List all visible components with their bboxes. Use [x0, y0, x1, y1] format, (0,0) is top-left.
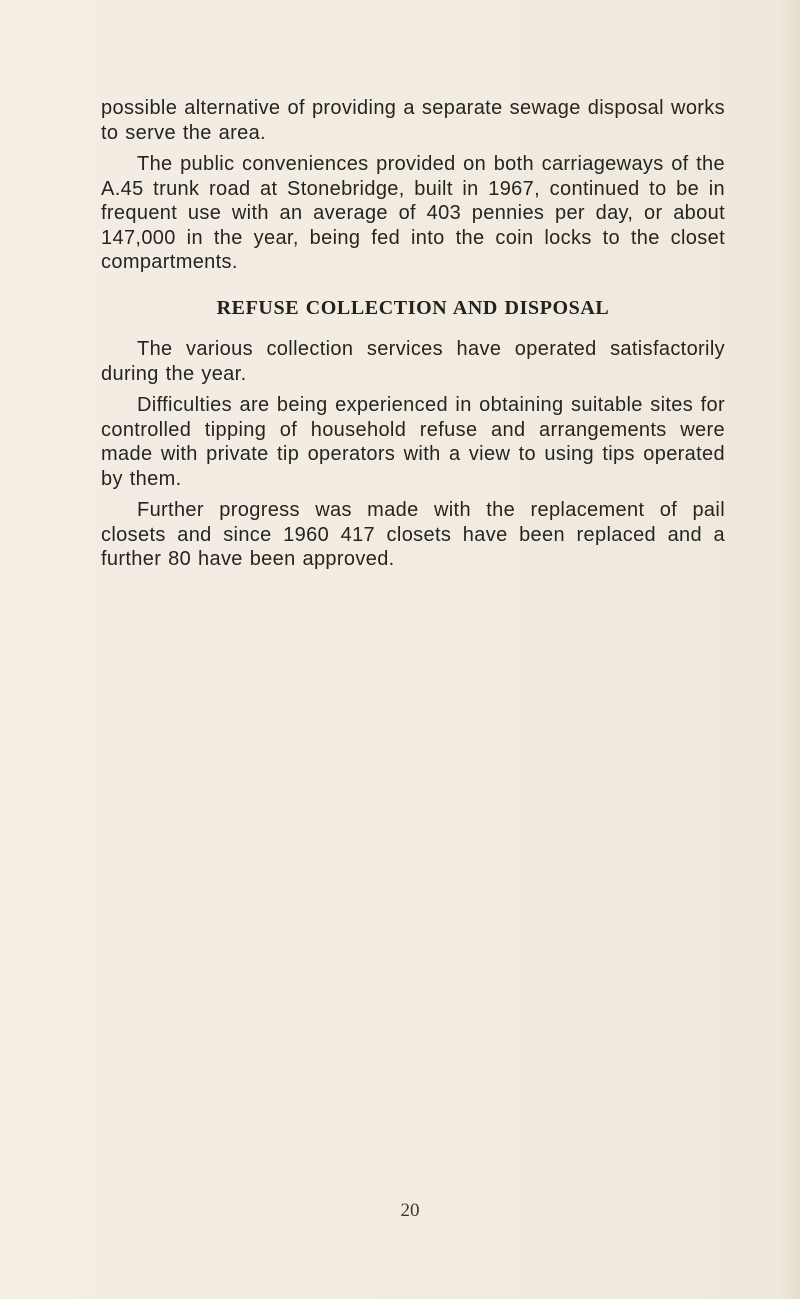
paragraph-collection-services: The various collection services have operated satisfactorily during the year.	[101, 338, 725, 385]
body-text	[101, 96, 725, 579]
paragraph-pail-closets: Further progress was made with the replacement of pail closets and since 1960 417 closets have been replaced and a further 80 have been approved.	[101, 499, 725, 570]
paragraph-tipping-sites: Difficulties are being experienced in obtaining suitable sites for controlled tipping of household refuse and arrangements were made with private tip operators with a view to using tips operated by them.	[101, 394, 725, 490]
paragraph-continuation: possible alternative of providing a separate sewage disposal works to serve the area.	[101, 97, 725, 144]
section-heading: REFUSE COLLECTION AND DISPOSAL	[216, 296, 610, 319]
page-number: 20	[400, 1200, 420, 1221]
paragraph-public-conveniences: The public conveniences provided on both carriageways of the A.45 trunk road at Stonebridge, built in 1967, continued to be in frequent use with an average of 403 pennies per day, or about 147,000 in the year, being fed into the coin locks to the closet compartments.	[101, 153, 725, 273]
